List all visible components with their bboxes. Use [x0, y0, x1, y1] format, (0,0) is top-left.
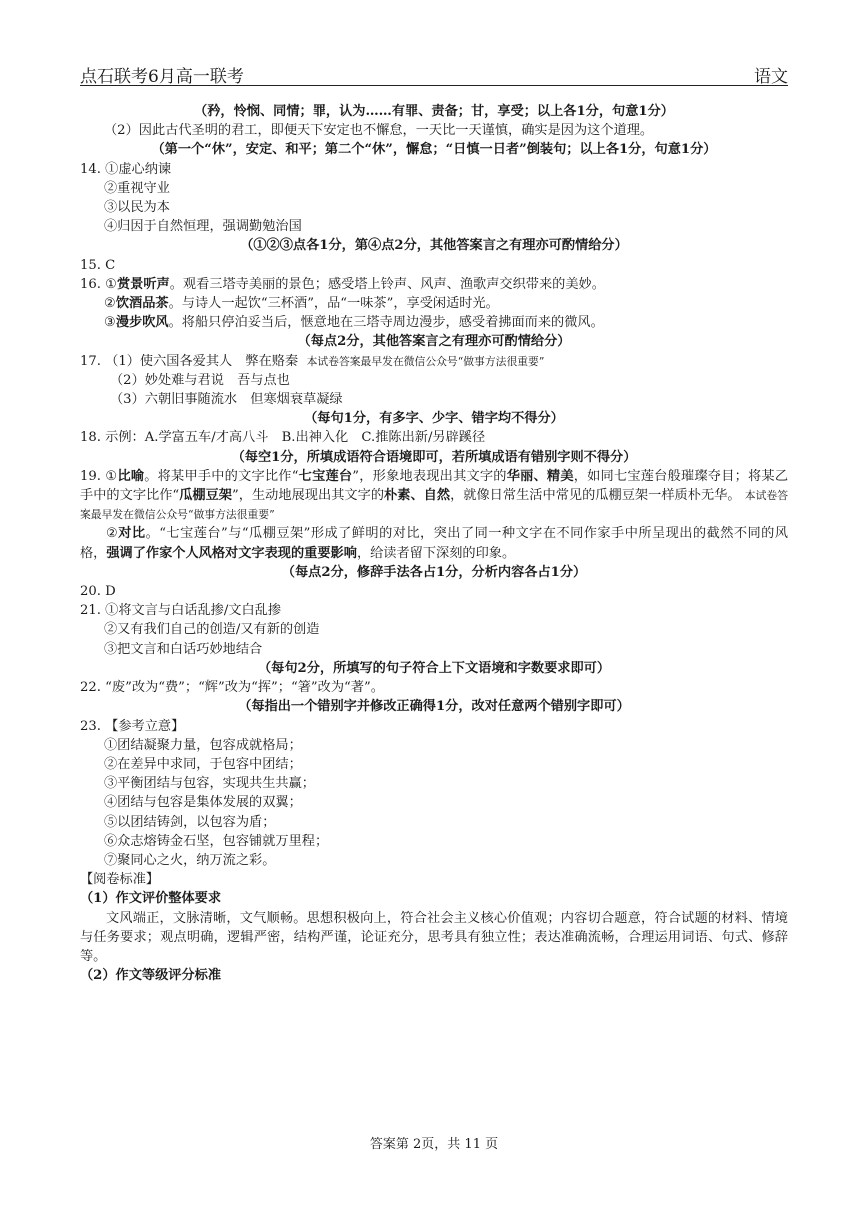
score-note-13-2: （第一个“休”，安定、和平；第二个“休”，懈怠；“日慎一日者”倒装句；以上各1分，句意1分）: [151, 142, 717, 158]
list-item: ⑤以团结铸剑，以包容为盾；: [104, 814, 276, 830]
answer-20: 20. D: [80, 584, 116, 600]
score-note-22: （每指出一个错别字并修改正确得1分，改对任意两个错别字即可）: [238, 699, 630, 715]
list-item: ②在差异中求同，于包容中团结；: [104, 756, 302, 772]
header-subject: 语文: [754, 67, 788, 87]
score-note-21: （每句2分，所填写的句子符合上下文语境和字数要求即可）: [257, 660, 611, 676]
page-footer: 答案第 2页，共 11 页: [369, 1137, 499, 1152]
answer-17-2: （2）妙处难与君说 吾与点也: [110, 372, 290, 388]
answer-21-2: ②又有我们自己的创造/又有新的创造: [104, 622, 320, 638]
answer-21-1: 21. ①将文言与白话乱掺/文白乱掺: [80, 603, 282, 619]
header-title: 点石联考6月高一联考: [80, 67, 244, 87]
header-rule: [80, 85, 788, 86]
score-note-14: （①②③点各1分，第④点2分，其他答案言之有理亦可酌情给分）: [240, 238, 628, 254]
answer-14-4: ④归因于自然恒理，强调勤勉治国: [104, 219, 302, 235]
list-item: ⑦聚同心之火，纳万流之彩。: [104, 852, 276, 868]
watermark-text: 本试卷答案最早发在微信公众号“做事方法很重要”: [306, 354, 545, 368]
answer-14-2: ②重视守业: [104, 180, 170, 196]
answer-content: [80, 102, 788, 985]
grading-section-1-title: （1）作文评价整体要求: [80, 891, 222, 907]
score-note-17: （每句1分，有多字、少字、错字均不得分）: [304, 411, 564, 427]
list-item: ①团结凝聚力量，包容成就格局；: [104, 737, 302, 753]
answer-16-1: 16. ①赏景听声。观看三塔寺美丽的景色；感受塔上铃声、风声、渔歌声交织带来的美妙。: [80, 276, 605, 292]
answer-17-3: （3）六朝旧事随流水 但寒烟衰草凝绿: [110, 392, 343, 408]
answer-17-1: 17. （1）使六国各爱其人 弊在赂秦 本试卷答案最早发在微信公众号“做事方法很重要”: [80, 353, 545, 369]
score-note-18: （每空1分，所填成语符合语境即可，若所填成语有错别字则不得分）: [231, 449, 637, 465]
answer-23-heading: 23. 【参考立意】: [80, 718, 185, 734]
answer-14-1: 14. ①虚心纳谏: [80, 161, 172, 177]
answer-19-1: 19. ①比喻。将某甲手中的文字比作“七宝莲台”，形象地表现出其文字的华丽、精美，如同七宝莲台般璀璨夺目；将某乙手中的文字比作“瓜棚豆架”，生动地展现出其文字的朴素、自然，就像日常生活中常见的瓜棚豆架一样质朴无华。 本试卷答案最早发在微信公众号“做事方法很重要”: [80, 468, 789, 522]
grading-section-1-text: 文风端正，文脉清晰，文气顺畅。思想积极向上，符合社会主义核心价值观；内容切合题意，符合试题的材料、情境与任务要求；观点明确，逻辑严密，结构严谨，论证充分，思考具有独立性；表达准确流畅，合理运用词语、句式、修辞等。: [80, 910, 788, 964]
grading-standard-heading: 【阅卷标准】: [80, 872, 160, 888]
list-item: ⑥众志熔铸金石坚，包容铺就万里程；: [104, 833, 329, 849]
answer-19-2: ②对比。“七宝莲台”与“瓜棚豆架”形成了鲜明的对比，突出了同一种文字在不同作家手中所呈现出的截然不同的风格，强调了作家个人风格对文字表现的重要影响，给读者留下深刻的印象。: [80, 526, 788, 561]
answer-22: 22. “废”改为“费”；“辉”改为“挥”；“箸”改为“著”。: [80, 680, 384, 696]
list-item: ④团结与包容是集体发展的双翼；: [104, 795, 302, 811]
list-item: ③平衡团结与包容，实现共生共赢；: [104, 776, 315, 792]
answer-16-2: ②饮酒品茶。与诗人一起饮“三杯酒”，品“一味茶”，享受闲适时光。: [104, 296, 499, 312]
answer-18: 18. 示例：A.学富五车/才高八斗 B.出神入化 C.推陈出新/另辟蹊径: [80, 430, 486, 446]
score-note-13-1: （矜，怜悯、同情；罪，认为……有罪、责备；甘，享受；以上各1分，句意1分）: [194, 104, 674, 119]
score-note-19: （每点2分，修辞手法各占1分，分析内容各占1分）: [281, 564, 587, 580]
watermark-text: 本试卷答案最早发在微信公众号“做事方法很重要”: [80, 489, 789, 522]
answer-15: 15. C: [80, 257, 116, 273]
answer-16-3: ③漫步吹风。将船只停泊妥当后，惬意地在三塔寺周边漫步，感受着拂面而来的微风。: [104, 315, 604, 331]
answer-13-2: （2）因此古代圣明的君工，即便天下安定也不懈怠，一天比一天谨慎，确实是因为这个道理。: [104, 123, 654, 139]
answer-14-3: ③以民为本: [104, 200, 170, 216]
grading-section-2-title: （2）作文等级评分标准: [80, 968, 222, 984]
answer-21-3: ③把文言和白话巧妙地结合: [104, 641, 263, 657]
score-note-16: （每点2分，其他答案言之有理亦可酌情给分）: [297, 334, 571, 350]
